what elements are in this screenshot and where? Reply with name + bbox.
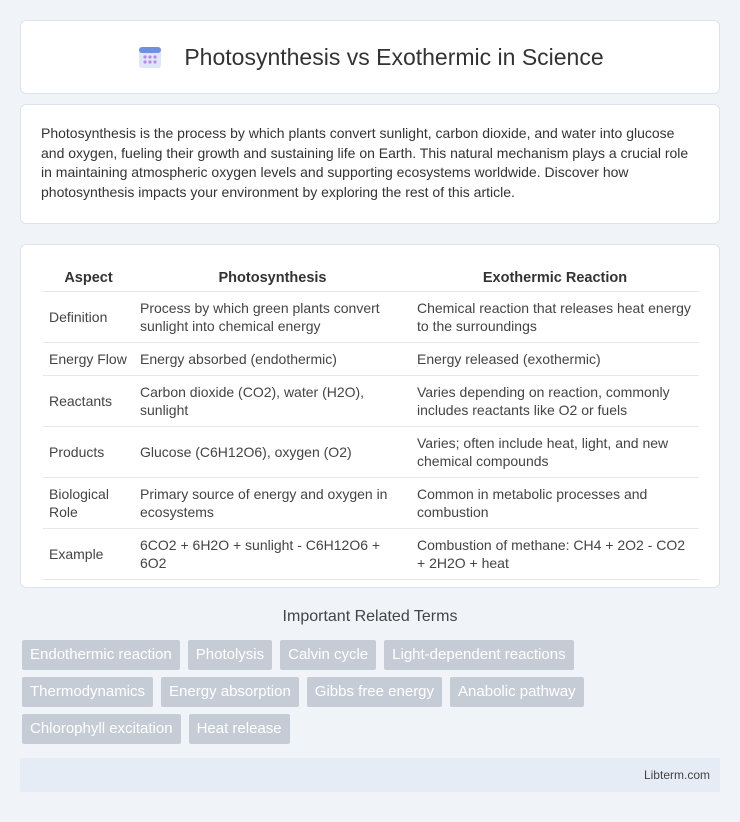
tag-heat-release[interactable]: Heat release — [189, 714, 290, 744]
header-card — [20, 20, 720, 94]
table-cell: Energy absorbed (endothermic) — [134, 342, 411, 375]
table-cell: Varies; often include heat, light, and new chemical compounds — [411, 426, 699, 477]
tag-gibbs-free-energy[interactable]: Gibbs free energy — [307, 677, 442, 707]
table-cell: Example — [43, 528, 134, 579]
footer-site-link[interactable]: Libterm.com — [643, 768, 710, 782]
table-cell: 6CO2 + 6H2O + sunlight - C6H12O6 + 6O2 — [134, 528, 411, 579]
table-cell: Energy released (exothermic) — [411, 342, 699, 375]
table-cell: Combustion of methane: CH4 + 2O2 - CO2 + 2H2O + heat — [411, 528, 699, 579]
intro-card — [20, 104, 720, 224]
intro-text: Photosynthesis is the process by which plants convert sunlight, carbon dioxide, and water into glucose and oxygen, fueling their growth and sustaining life on Earth. This natural mechanism plays a crucial role in maintaining atmospheric oxygen levels and supporting ecosystems worldwide. Discover how photosynthesis impacts your environment by exploring the rest of this article. — [41, 125, 689, 200]
table-row — [43, 342, 699, 375]
footer — [20, 758, 720, 792]
table-cell: Glucose (C6H12O6), oxygen (O2) — [134, 426, 411, 477]
table-cell: Reactants — [43, 375, 134, 426]
tag-photolysis[interactable]: Photolysis — [188, 640, 272, 670]
column-header: Photosynthesis — [134, 265, 411, 291]
table-cell: Products — [43, 426, 134, 477]
table-cell: Primary source of energy and oxygen in ecosystems — [134, 477, 411, 528]
related-terms-title: Important Related Terms — [282, 608, 458, 625]
table-cell: Process by which green plants convert sunlight into chemical energy — [134, 291, 411, 342]
table-cell: Definition — [43, 291, 134, 342]
tag-endothermic-reaction[interactable]: Endothermic reaction — [22, 640, 180, 670]
table-header-row — [43, 265, 699, 291]
tag-chlorophyll-excitation[interactable]: Chlorophyll excitation — [22, 714, 181, 744]
table-row — [43, 528, 699, 579]
comparison-table — [43, 265, 699, 580]
column-header: Aspect — [43, 265, 134, 291]
page-title: Photosynthesis vs Exothermic in Science — [184, 43, 604, 70]
table-cell: Chemical reaction that releases heat energy to the surroundings — [411, 291, 699, 342]
tag-energy-absorption[interactable]: Energy absorption — [161, 677, 299, 707]
calendar-grid-icon — [136, 43, 164, 71]
table-cell: Varies depending on reaction, commonly includes reactants like O2 or fuels — [411, 375, 699, 426]
table-cell: Biological Role — [43, 477, 134, 528]
table-cell: Energy Flow — [43, 342, 134, 375]
table-row — [43, 291, 699, 342]
tag-anabolic-pathway[interactable]: Anabolic pathway — [450, 677, 584, 707]
comparison-table-card — [20, 244, 720, 588]
table-row — [43, 477, 699, 528]
tag-light-dependent-reactions[interactable]: Light-dependent reactions — [384, 640, 573, 670]
table-cell: Carbon dioxide (CO2), water (H2O), sunlight — [134, 375, 411, 426]
table-row — [43, 426, 699, 477]
table-cell: Common in metabolic processes and combustion — [411, 477, 699, 528]
table-row — [43, 375, 699, 426]
column-header: Exothermic Reaction — [411, 265, 699, 291]
tag-calvin-cycle[interactable]: Calvin cycle — [280, 640, 376, 670]
tag-thermodynamics[interactable]: Thermodynamics — [22, 677, 153, 707]
related-terms-tags — [22, 640, 712, 751]
